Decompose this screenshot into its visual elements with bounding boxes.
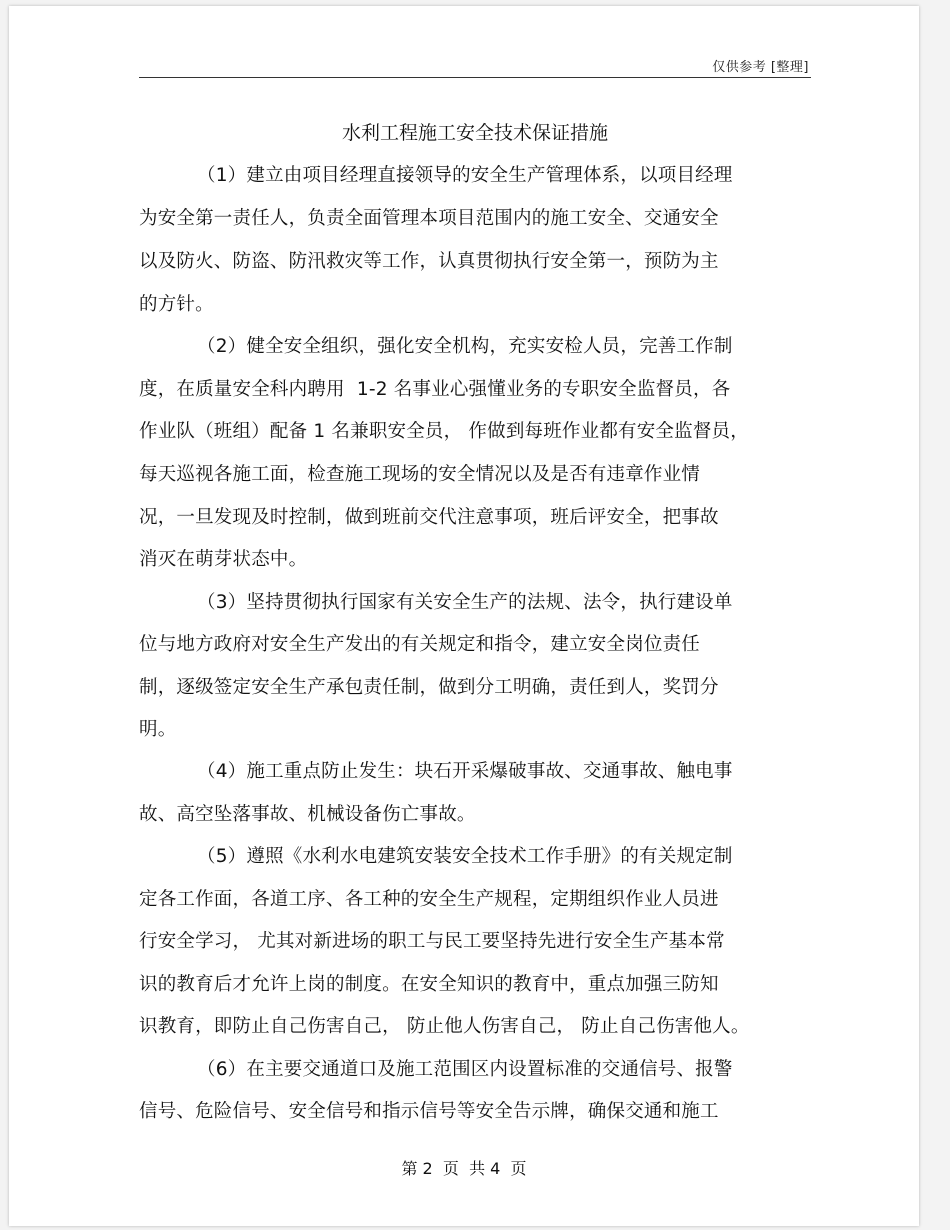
page-number: 第 2 页 共 4 页 bbox=[401, 1159, 527, 1178]
paragraph-2-line-6: 消灭在萌芽状态中。 bbox=[139, 549, 308, 570]
paragraph-4-line-2: 故、高空坠落事故、机械设备伤亡事故。 bbox=[139, 804, 476, 825]
paragraph-3-line-2: 位与地方政府对安全生产发出的有关规定和指令，建立安全岗位责任 bbox=[139, 634, 701, 655]
paragraph-2-line-2: 度，在质量安全科内聘用 1-2 名事业心强懂业务的专职安全监督员，各 bbox=[139, 379, 731, 400]
paragraph-2-line-3: 作业队（班组）配备 1 名兼职安全员， 作做到每班作业都有安全监督员， bbox=[139, 421, 749, 442]
document-title: 水利工程施工安全技术保证措施 bbox=[341, 122, 608, 144]
paragraph-1-line-4: 的方针。 bbox=[139, 294, 214, 315]
paragraph-6-line-2: 信号、危险信号、安全信号和指示信号等安全告示牌，确保交通和施工 bbox=[139, 1101, 719, 1122]
paragraph-3-line-4: 明。 bbox=[139, 719, 177, 740]
paragraph-5-line-2: 定各工作面，各道工序、各工种的安全生产规程，定期组织作业人员进 bbox=[139, 889, 719, 910]
document-page bbox=[9, 6, 919, 1226]
paragraph-1-line-2: 为安全第一责任人，负责全面管理本项目范围内的施工安全、交通安全 bbox=[139, 208, 719, 229]
paragraph-2-line-4: 每天巡视各施工面，检查施工现场的安全情况以及是否有违章作业情 bbox=[139, 464, 701, 485]
paragraph-3-line-1: （3）坚持贯彻执行国家有关安全生产的法规、法令，执行建设单 bbox=[197, 592, 733, 613]
paragraph-2-line-1: （2）健全安全组织，强化安全机构，充实安检人员，完善工作制 bbox=[197, 336, 733, 357]
paragraph-1-line-1: （1）建立由项目经理直接领导的安全生产管理体系，以项目经理 bbox=[197, 165, 733, 186]
paragraph-2-line-5: 况，一旦发现及时控制，做到班前交代注意事项，班后评安全，把事故 bbox=[139, 507, 719, 528]
paragraph-3-line-3: 制，逐级签定安全生产承包责任制，做到分工明确，责任到人，奖罚分 bbox=[139, 677, 719, 698]
paragraph-5-line-5: 识教育，即防止自己伤害自己， 防止他人伤害自己， 防止自己伤害他人。 bbox=[139, 1016, 750, 1037]
header-note: 仅供参考 [整理] bbox=[712, 60, 809, 75]
paragraph-5-line-1: （5）遵照《水利水电建筑安装安全技术工作手册》的有关规定制 bbox=[197, 846, 733, 867]
paragraph-5-line-3: 行安全学习， 尤其对新进场的职工与民工要坚持先进行安全生产基本常 bbox=[139, 931, 725, 952]
paragraph-1-line-3: 以及防火、防盗、防汛救灾等工作，认真贯彻执行安全第一，预防为主 bbox=[139, 251, 719, 272]
paragraph-5-line-4: 识的教育后才允许上岗的制度。在安全知识的教育中，重点加强三防知 bbox=[139, 974, 719, 995]
paragraph-6-line-1: （6）在主要交通道口及施工范围区内设置标准的交通信号、报警 bbox=[197, 1059, 733, 1080]
header-divider bbox=[139, 77, 811, 78]
paragraph-4-line-1: （4）施工重点防止发生：块石开采爆破事故、交通事故、触电事 bbox=[197, 761, 733, 782]
